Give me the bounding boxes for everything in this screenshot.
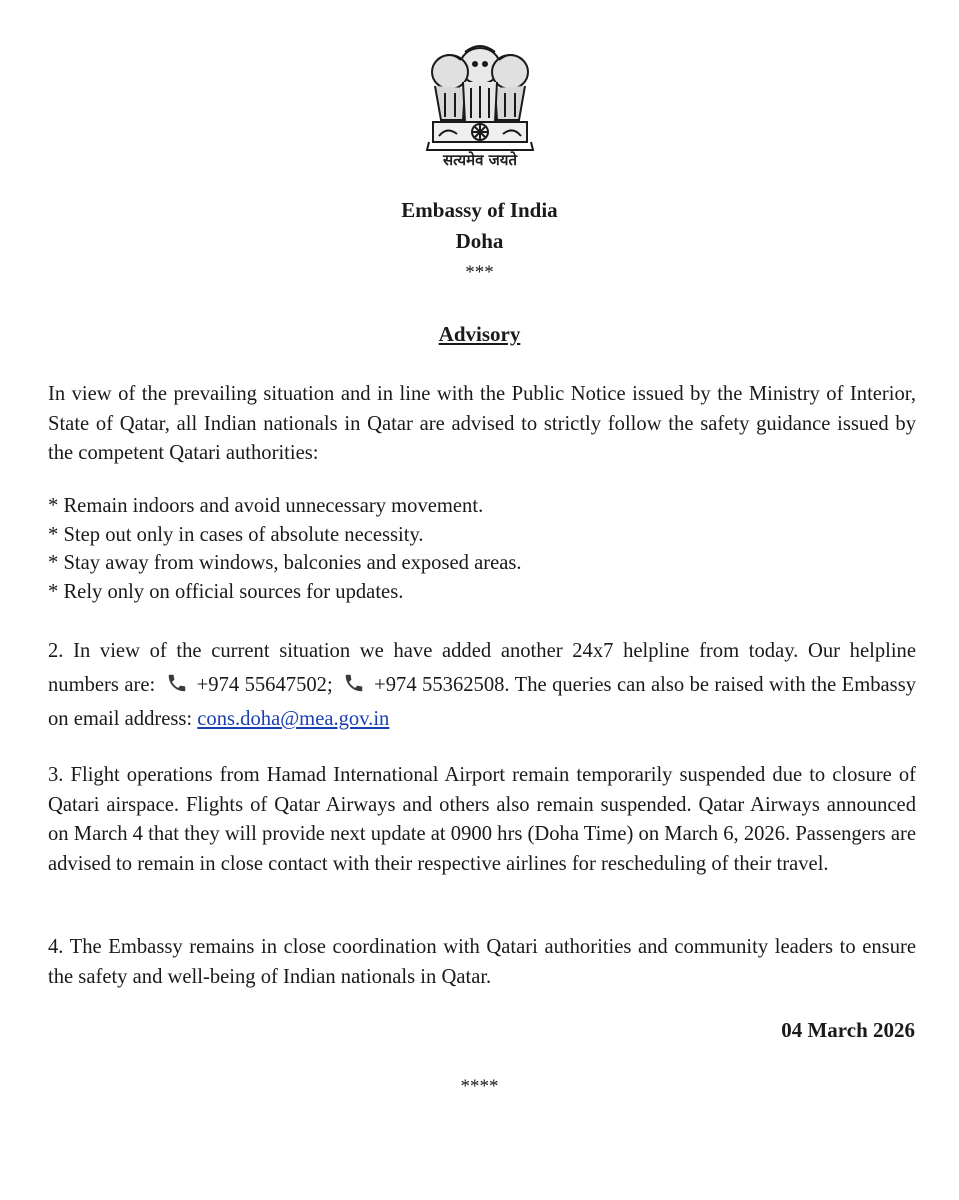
helpline-intro-text: 2. In view of the current situation we have added another 24x7 helpline from today. Our helpline numbers are: <box>48 640 916 696</box>
helpline-number-1[interactable]: +974 55647502; <box>196 674 333 696</box>
list-item: * Stay away from windows, balconies and exposed areas. <box>48 552 522 574</box>
helpline-paragraph <box>48 634 916 736</box>
footer-separator: **** <box>460 1076 499 1097</box>
list-item: * Remain indoors and avoid unnecessary movement. <box>48 495 484 517</box>
embassy-name: Embassy of India <box>401 198 558 222</box>
helpline-email-text: The queries can also be raised with the Embassy on email address: <box>48 674 917 730</box>
list-item: * Step out only in cases of absolute necessity. <box>48 523 424 546</box>
list-item: * Rely only on official sources for updates. <box>48 580 404 603</box>
header-separator: *** <box>465 262 494 283</box>
advisory-title: Advisory <box>438 322 521 346</box>
document-date: 04 March 2026 <box>781 1018 915 1042</box>
phone-icon <box>342 671 368 693</box>
helpline-number-2[interactable]: +974 55362508. <box>374 674 510 696</box>
flight-text: 3. Flight operations from Hamad International Airport remain temporarily suspended due to closure of Qatari airspace. Flights of Qatar Airways and others also remain suspended. Qatar Airways announced on March 4 that they will provide next update at 0900 hrs (Doha Time) on March 6, 2026. Passengers are advised to remain in close contact with their respective airlines for rescheduling of their travel. <box>48 764 916 875</box>
bullet-list <box>48 492 916 606</box>
coordination-text: 4. The Embassy remains in close coordination with Qatari authorities and community leaders to ensure the safety and well-being of Indian nationals in Qatar. <box>48 936 916 988</box>
flight-paragraph <box>48 761 916 879</box>
embassy-city: Doha <box>455 229 504 253</box>
email-link[interactable]: cons.doha@mea.gov.in <box>197 708 390 730</box>
phone-icon <box>165 671 191 693</box>
coordination-paragraph <box>48 933 916 992</box>
intro-text: In view of the prevailing situation and in line with the Public Notice issued by the Ministry of Interior, State of Qatar, all Indian nationals in Qatar are advised to strictly follow the safety guidance issued by the competent Qatari authorities: <box>48 383 916 464</box>
intro-paragraph <box>48 380 916 469</box>
national-motto: सत्यमेव जयते <box>442 151 518 169</box>
